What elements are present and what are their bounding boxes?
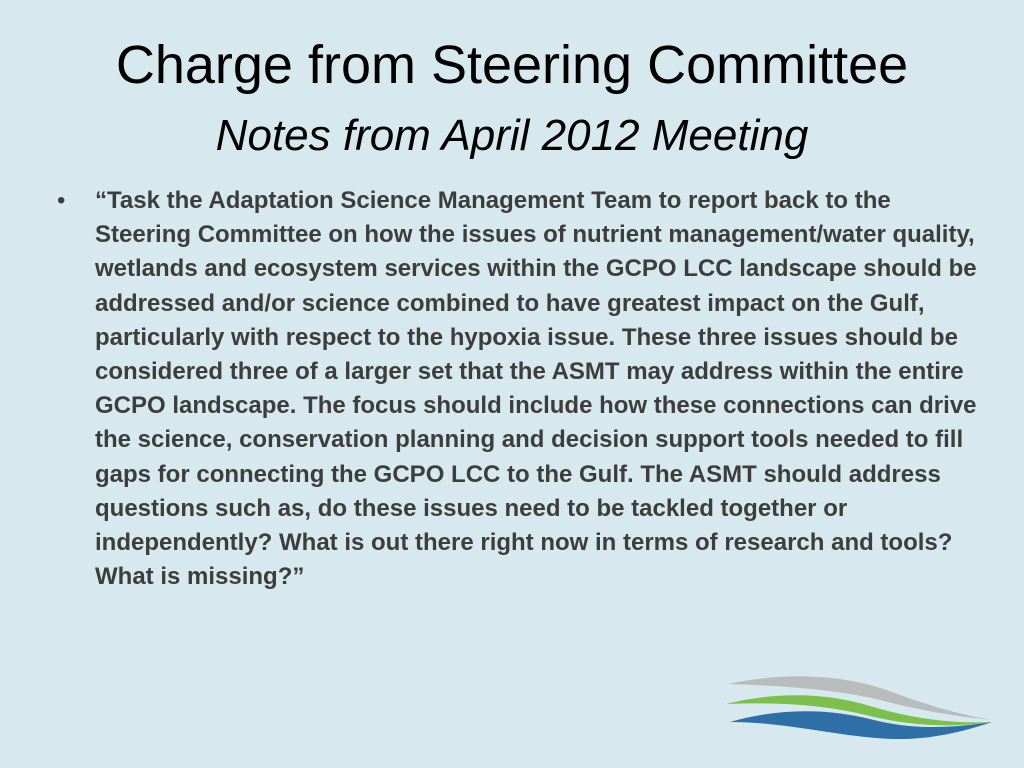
bullet-text: “Task the Adaptation Science Management Team to report back to the Steering Committee on how the issues of nutrient management/water quality, wetlands and ecosystem services within the GCPO LCC landscape should be addressed and/or science combined to have greatest impact on the Gulf, particularly with respect to the hypoxia issue. These three issues should be considered three of a larger set that the ASMT may address within the entire GCPO landscape. The focus should include how these connections can drive the science, conservation planning and decision support tools needed to fill gaps for connecting the GCPO LCC to the Gulf. The ASMT should address questions such as, do these issues need to be tackled together or independently? What is out there right now in terms of research and tools? What is missing?”: [95, 187, 977, 591]
wave-logo-icon: [724, 672, 996, 746]
slide-title: Charge from Steering Committee: [115, 35, 909, 95]
bullet-item: [57, 184, 977, 594]
bullet-marker: •: [57, 187, 66, 214]
slide-subtitle: Notes from April 2012 Meeting: [215, 111, 809, 160]
bullet-list: [57, 184, 977, 594]
